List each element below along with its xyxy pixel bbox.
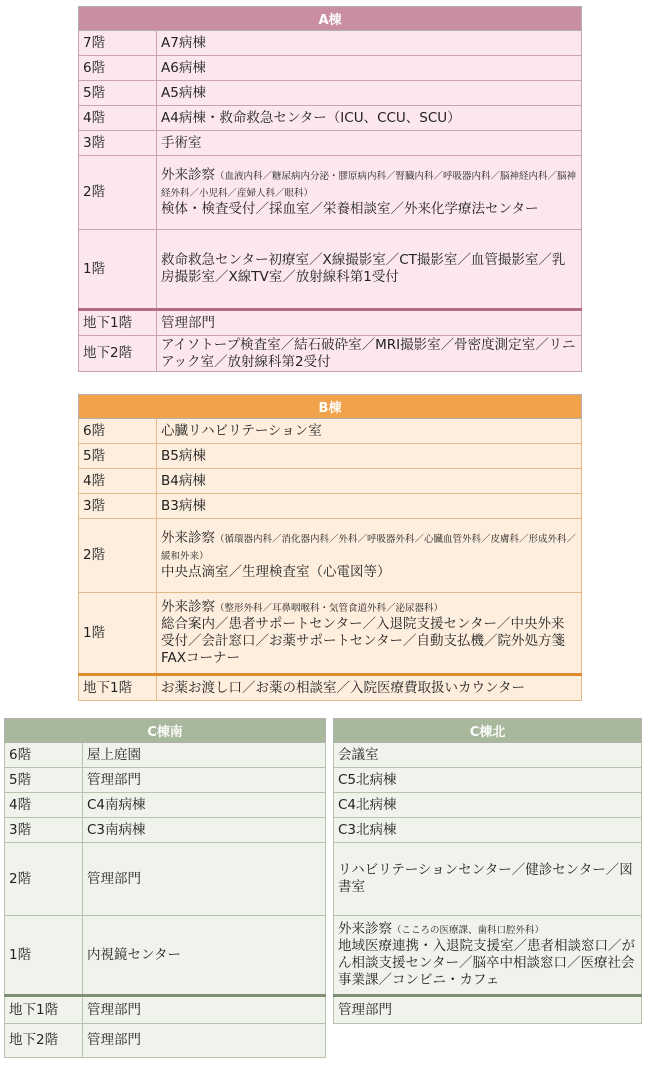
- floor-content: B3病棟: [157, 494, 582, 519]
- outpatient-label: 外来診察: [161, 167, 215, 183]
- floor-label: 3階: [79, 131, 157, 156]
- building-a-table: [78, 6, 582, 372]
- floor-content: A4病棟・救命救急センター（ICU、CCU、SCU）: [157, 106, 582, 131]
- floor-content: 管理部門: [334, 996, 642, 1024]
- floor-content: アイソトープ検査室／結石破砕室／MRI撮影室／骨密度測定室／リニアック室／放射線科第2受付: [157, 336, 582, 372]
- floor-content: C4北病棟: [334, 793, 642, 818]
- floor-content: A7病棟: [157, 31, 582, 56]
- floor-label: 2階: [5, 843, 83, 916]
- floor-content: 救命救急センター初療室／X線撮影室／CT撮影室／血管撮影室／乳房撮影室／X線TV室／放射線科第1受付: [157, 230, 582, 310]
- floor-label: 5階: [79, 81, 157, 106]
- floor-label: 2階: [79, 519, 157, 593]
- building-b-table: [78, 394, 582, 701]
- floor-label: 地下1階: [5, 996, 83, 1024]
- building-c-south-title: C棟南: [5, 719, 326, 743]
- building-c-north-table: [333, 718, 642, 1024]
- building-c-south-table: [4, 718, 326, 1058]
- floor-content: 手術室: [157, 131, 582, 156]
- floor-label: 地下1階: [79, 675, 157, 701]
- floor-content: 管理部門: [83, 1024, 326, 1058]
- floor-label: 5階: [79, 444, 157, 469]
- floor-content: C4南病棟: [83, 793, 326, 818]
- floor-content: 心臓リハビリテーション室: [157, 419, 582, 444]
- floor-label: 地下2階: [79, 336, 157, 372]
- outpatient-label: 外来診察: [338, 921, 392, 937]
- floor-label: 1階: [5, 916, 83, 996]
- floor-content: B5病棟: [157, 444, 582, 469]
- floor-content: [157, 593, 582, 675]
- floor-label: 2階: [79, 156, 157, 230]
- outpatient-departments: （血液内科／糖尿病内分泌・膠原病内科／腎臓内科／呼吸器内科／脳神経内科／脳神経外科／小児科／産婦人科／眼科）: [161, 171, 577, 199]
- floor-label: 3階: [79, 494, 157, 519]
- floor-content: [157, 519, 582, 593]
- floor-content: お薬お渡し口／お薬の相談室／入院医療費取扱いカウンター: [157, 675, 582, 701]
- floor-content: 屋上庭園: [83, 743, 326, 768]
- floor-label: 4階: [79, 106, 157, 131]
- floor-content: 管理部門: [83, 768, 326, 793]
- outpatient-departments: （循環器内科／消化器内科／外科／呼吸器外科／心臓血管外科／皮膚科／形成外科／緩和外来）: [161, 534, 577, 562]
- outpatient-departments: （こころの医療課、歯科口腔外科）: [392, 925, 545, 936]
- floor-content: 管理部門: [157, 310, 582, 336]
- floor-content: C3北病棟: [334, 818, 642, 843]
- floor-content: B4病棟: [157, 469, 582, 494]
- floor-label: 6階: [79, 419, 157, 444]
- floor-content: リハビリテーションセンター／健診センター／図書室: [334, 843, 642, 916]
- floor-content: 会議室: [334, 743, 642, 768]
- floor-content: C5北病棟: [334, 768, 642, 793]
- outpatient-label: 外来診察: [161, 530, 215, 546]
- floor-content: C3南病棟: [83, 818, 326, 843]
- outpatient-label: 外来診察: [161, 599, 215, 615]
- floor-label: 6階: [5, 743, 83, 768]
- floor-content: A6病棟: [157, 56, 582, 81]
- building-b-title: B棟: [79, 395, 582, 419]
- building-c-north-title: C棟北: [334, 719, 642, 743]
- floor-label: 7階: [79, 31, 157, 56]
- floor-content: 管理部門: [83, 996, 326, 1024]
- floor-facilities: 検体・検査受付／採血室／栄養相談室／外来化学療法センター: [161, 201, 539, 217]
- floor-content: A5病棟: [157, 81, 582, 106]
- floor-label: 4階: [79, 469, 157, 494]
- floor-label: 1階: [79, 593, 157, 675]
- building-a-title: A棟: [79, 7, 582, 31]
- floor-label: 6階: [79, 56, 157, 81]
- floor-label: 3階: [5, 818, 83, 843]
- floor-label: 地下2階: [5, 1024, 83, 1058]
- floor-content: 管理部門: [83, 843, 326, 916]
- floor-facilities: 地域医療連携・入退院支援室／患者相談窓口／がん相談支援センター／脳卒中相談窓口／医療社会事業課／コンビニ・カフェ: [338, 938, 635, 988]
- floor-content: 内視鏡センター: [83, 916, 326, 996]
- floor-label: 5階: [5, 768, 83, 793]
- floor-facilities: 総合案内／患者サポートセンター／入退院支援センター／中央外来受付／会計窓口／お薬サポートセンター／自動支払機／院外処方箋FAXコーナー: [161, 616, 566, 666]
- floor-facilities: 中央点滴室／生理検査室（心電図等）: [161, 564, 391, 580]
- floor-label: 4階: [5, 793, 83, 818]
- floor-label: 地下1階: [79, 310, 157, 336]
- floor-label: 1階: [79, 230, 157, 310]
- outpatient-departments: （整形外科／耳鼻咽喉科・気管食道外科／泌尿器科）: [215, 603, 444, 614]
- floor-content: [157, 156, 582, 230]
- floor-content: [334, 916, 642, 996]
